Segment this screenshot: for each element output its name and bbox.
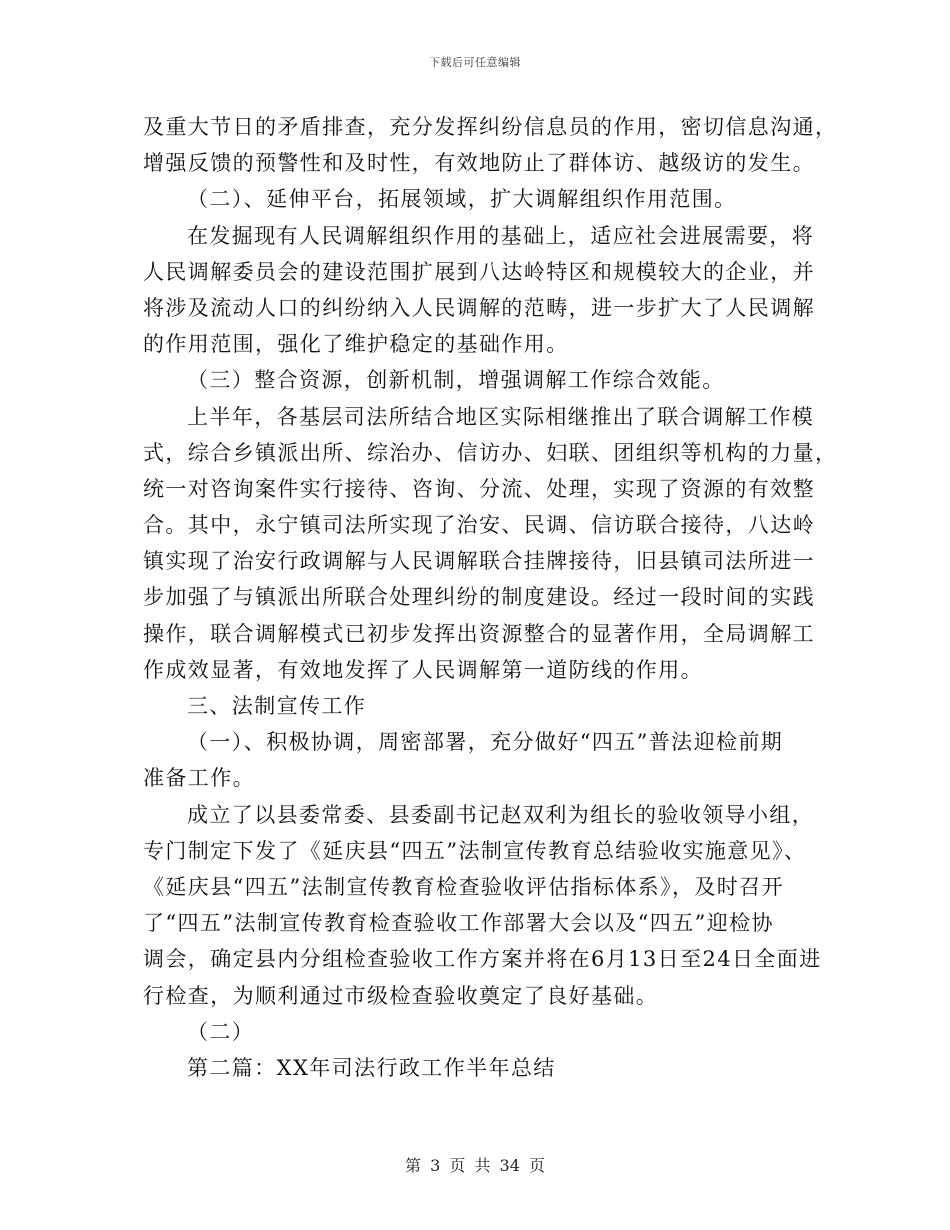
text-line: 增强反馈的预警性和及时性，有效地防止了群体访、越级访的发生。 (143, 151, 815, 176)
text-line: 成立了以县委常委、县委副书记赵双利为组长的验收领导小组， (187, 802, 815, 827)
text-line: 调会，确定县内分组检查验收工作方案并将在6月13日至24日全面进 (143, 947, 822, 972)
text-line: 在发掘现有人民调解组织作用的基础上，适应社会进展需要，将 (187, 223, 815, 248)
text-line: 及重大节日的矛盾排查，充分发挥纠纷信息员的作用，密切信息沟通， (143, 115, 838, 139)
section-heading: （二）、延伸平台，拓展领域，扩大调解组织作用范围。 (187, 187, 737, 212)
text-line: 将涉及流动人口的纠纷纳入人民调解的范畴，进一步扩大了人民调解 (143, 295, 815, 320)
text-line: 了“四五”法制宣传教育检查验收工作部署大会以及“四五”迎检协 (143, 911, 774, 936)
text-line: 专门制定下发了《延庆县“四五”法制宣传教育总结验收实施意见》、 (143, 838, 807, 863)
text-line: 操作，联合调解模式已初步发挥出资源整合的显著作用，全局调解工 (143, 621, 815, 646)
text-line: 步加强了与镇派出所联合处理纠纷的制度建设。经过一段时间的实践 (143, 585, 815, 610)
text-line: 人民调解委员会的建设范围扩展到八达岭特区和规模较大的企业，并 (143, 259, 815, 284)
text-line: 镇实现了治安行政调解与人民调解联合挂牌接待，旧县镇司法所进一 (143, 549, 815, 574)
text-line: 行检查，为顺利通过市级检查验收奠定了良好基础。 (143, 983, 659, 1008)
section-heading: （一）、积极协调，周密部署，充分做好“四五”普法迎检前期 (187, 730, 784, 755)
document-body (143, 109, 838, 1086)
text-line: 统一对咨询案件实行接待、咨询、分流、处理，实现了资源的有效整 (143, 476, 815, 501)
text-line: 的作用范围，强化了维护稳定的基础作用。 (143, 332, 569, 357)
section-heading: （三）整合资源，创新机制，增强调解工作综合效能。 (187, 368, 725, 393)
text-line: 《延庆县“四五”法制宣传教育检查验收评估指标体系》，及时召开 (143, 874, 784, 899)
page-header-note: 下载后可任意编辑 (429, 56, 521, 69)
section-heading: （二） (187, 1019, 255, 1044)
article-title: 第二篇：XX年司法行政工作半年总结 (187, 1055, 556, 1080)
text-line: 上半年，各基层司法所结合地区实际相继推出了联合调解工作模 (187, 404, 815, 429)
page-number: 第 3 页 共 34 页 (405, 1156, 545, 1175)
text-line: 准备工作。 (143, 766, 255, 791)
text-line: 式，综合乡镇派出所、综治办、信访办、妇联、团组织等机构的力量， (143, 440, 838, 465)
text-line: 作成效显著，有效地发挥了人民调解第一道防线的作用。 (143, 657, 703, 682)
section-heading: 三、法制宣传工作 (187, 694, 367, 718)
text-line: 合。其中，永宁镇司法所实现了治安、民调、信访联合接待，八达岭 (143, 513, 815, 538)
